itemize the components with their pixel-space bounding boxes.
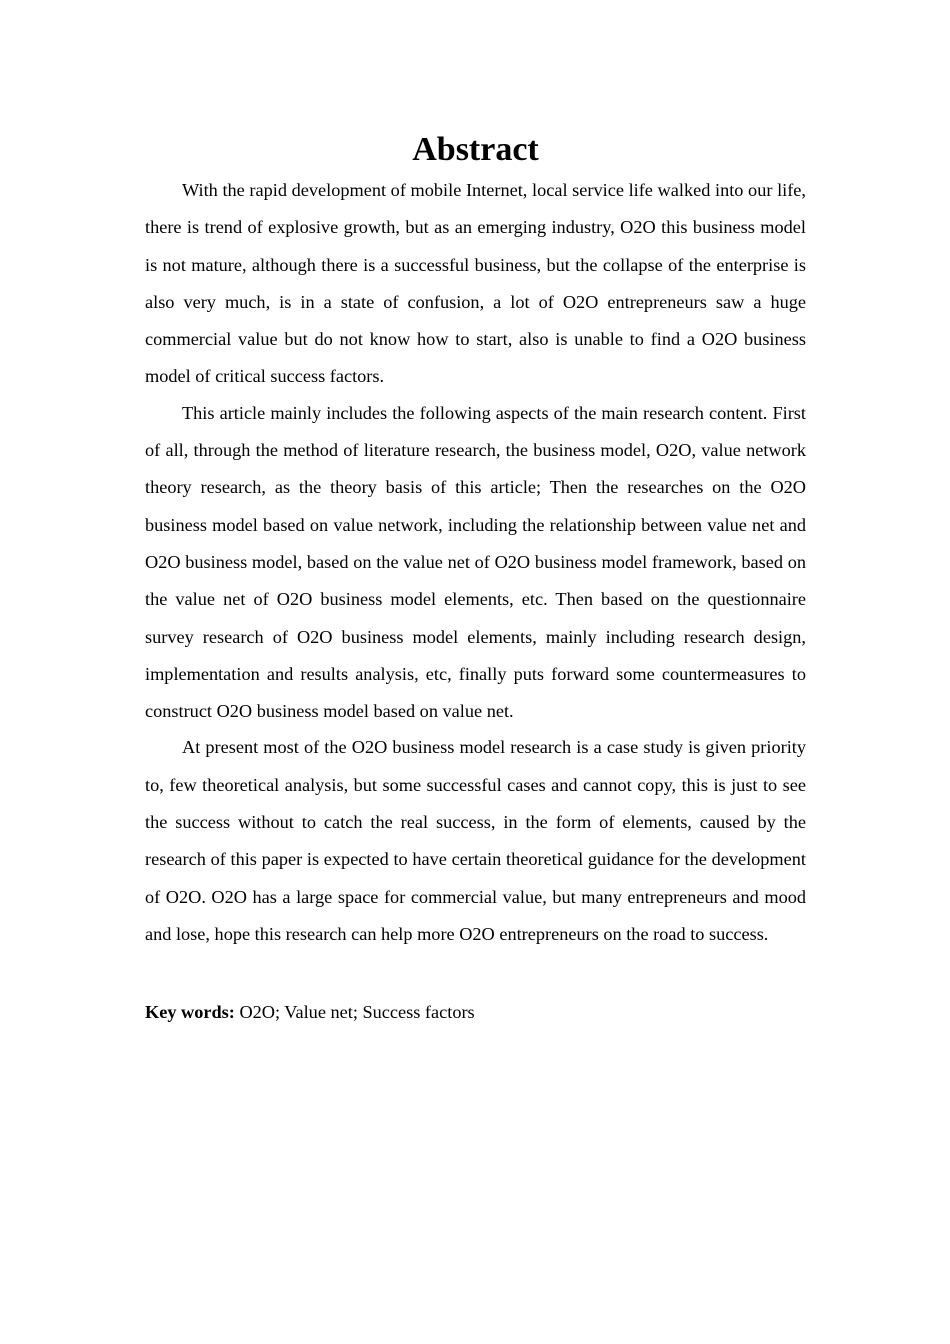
keywords-text: O2O; Value net; Success factors xyxy=(234,1002,475,1023)
abstract-title: Abstract xyxy=(412,131,539,168)
abstract-paragraph-1: With the rapid development of mobile Internet, local service life walked into our life, there is trend of explosive growth, but as an emerging industry, O2O this business model is not mature, although there is a successful business, but the collapse of the enterprise is also very much, is in a state of confusion, a lot of O2O entrepreneurs saw a huge commercial value but do not know how to start, also is unable to find a O2O business model of critical success factors. xyxy=(145,180,806,387)
abstract-paragraph-2: This article mainly includes the following aspects of the main research content. First of all, through the method of literature research, the business model, O2O, value network theory research, as the theory basis of this article; Then the researches on the O2O business model based on value network, including the relationship between value net and O2O business model, based on the value net of O2O business model framework, based on the value net of O2O business model elements, etc. Then based on the questionnaire survey research of O2O business model elements, mainly including research design, implementation and results analysis, etc, finally puts forward some countermeasures to construct O2O business model based on value net. xyxy=(145,402,806,722)
abstract-paragraph-3: At present most of the O2O business model research is a case study is given priority to, few theoretical analysis, but some successful cases and cannot copy, this is just to see the success without to catch the real success, in the form of elements, caused by the research of this paper is expected to have certain theoretical guidance for the development of O2O. O2O has a large space for commercial value, but many entrepreneurs and mood and lose, hope this research can help more O2O entrepreneurs on the road to success. xyxy=(145,737,806,944)
abstract-page xyxy=(145,128,806,1025)
keywords-label: Key words: xyxy=(145,1002,235,1023)
keywords-line xyxy=(145,999,806,1025)
